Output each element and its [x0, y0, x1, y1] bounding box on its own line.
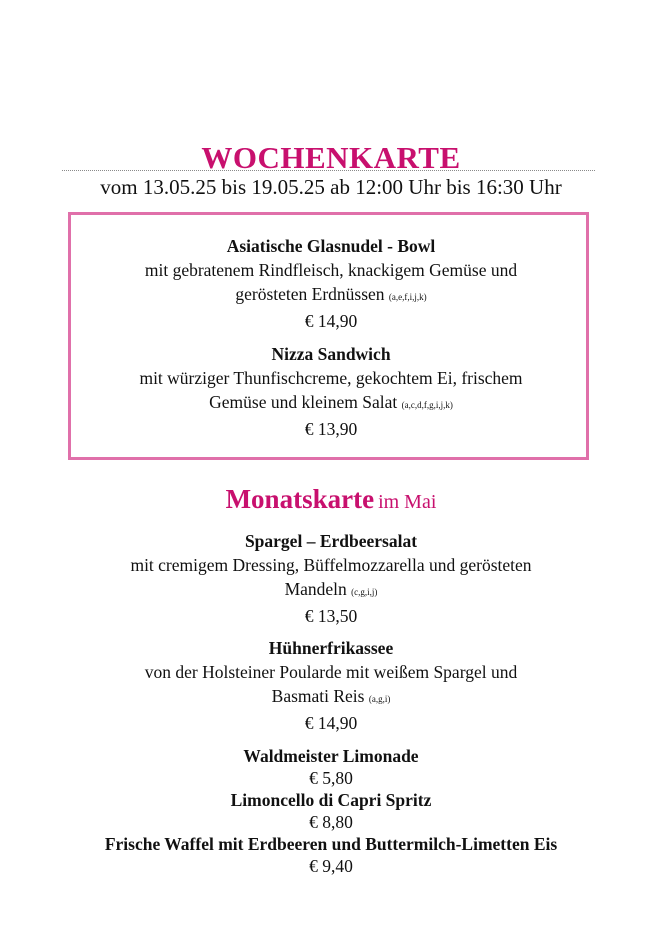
dish-description-end: gerösteten Erdnüssen	[235, 284, 385, 304]
dish-description-end: Mandeln	[284, 579, 347, 599]
dish-price: € 14,90	[304, 713, 358, 733]
dish-description: mit würziger Thunfischcreme, gekochtem Ei, frischem	[139, 368, 523, 388]
monthly-extras	[0, 745, 662, 877]
extra-price: € 9,40	[309, 856, 353, 876]
extra-name: Waldmeister Limonade	[243, 746, 419, 766]
allergen-codes: (a,e,f,i,j,k)	[388, 292, 427, 302]
dish-name: Spargel – Erdbeersalat	[244, 531, 418, 551]
monthly-title-suffix: im Mai	[378, 491, 437, 513]
weekly-dish-2	[0, 343, 662, 441]
page-title: WOCHENKARTE	[201, 140, 461, 175]
dish-description: mit gebratenem Rindfleisch, knackigem Gemüse und	[144, 260, 518, 280]
extra-price: € 8,80	[309, 812, 353, 832]
dish-description-end: Basmati Reis	[271, 686, 365, 706]
allergen-codes: (c,g,i,j)	[351, 587, 378, 597]
monthly-dish-1	[0, 530, 662, 628]
dish-description: mit cremigem Dressing, Büffelmozzarella und gerösteten	[130, 555, 532, 575]
dish-description	[0, 577, 662, 604]
extra-name: Frische Waffel mit Erdbeeren und Buttermilch-Limetten Eis	[104, 834, 558, 854]
dish-description-end: Gemüse und kleinem Salat	[209, 392, 398, 412]
allergen-codes: (a,c,d,f,g,i,j,k)	[401, 400, 453, 410]
dish-price: € 14,90	[304, 311, 358, 331]
monthly-menu-title	[0, 482, 662, 521]
monthly-dish-2	[0, 637, 662, 735]
weekly-dish-1	[0, 235, 662, 333]
dish-name: Hühnerfrikassee	[268, 638, 394, 658]
dish-name: Nizza Sandwich	[271, 344, 391, 364]
extra-name: Limoncello di Capri Spritz	[230, 790, 432, 810]
monthly-title-main: Monatskarte	[225, 484, 375, 514]
dish-description	[0, 684, 662, 711]
dish-name: Asiatische Glasnudel - Bowl	[226, 236, 436, 256]
date-range: vom 13.05.25 bis 19.05.25 ab 12:00 Uhr bis 16:30 Uhr	[100, 175, 562, 199]
dish-price: € 13,50	[304, 606, 358, 626]
extra-price: € 5,80	[309, 768, 353, 788]
dish-description: von der Holsteiner Poularde mit weißem Spargel und	[144, 662, 518, 682]
dish-price: € 13,90	[304, 419, 358, 439]
title-dotted-divider	[62, 170, 595, 171]
dish-description	[0, 282, 662, 309]
allergen-codes: (a,g,i)	[368, 694, 391, 704]
dish-description	[0, 390, 662, 417]
